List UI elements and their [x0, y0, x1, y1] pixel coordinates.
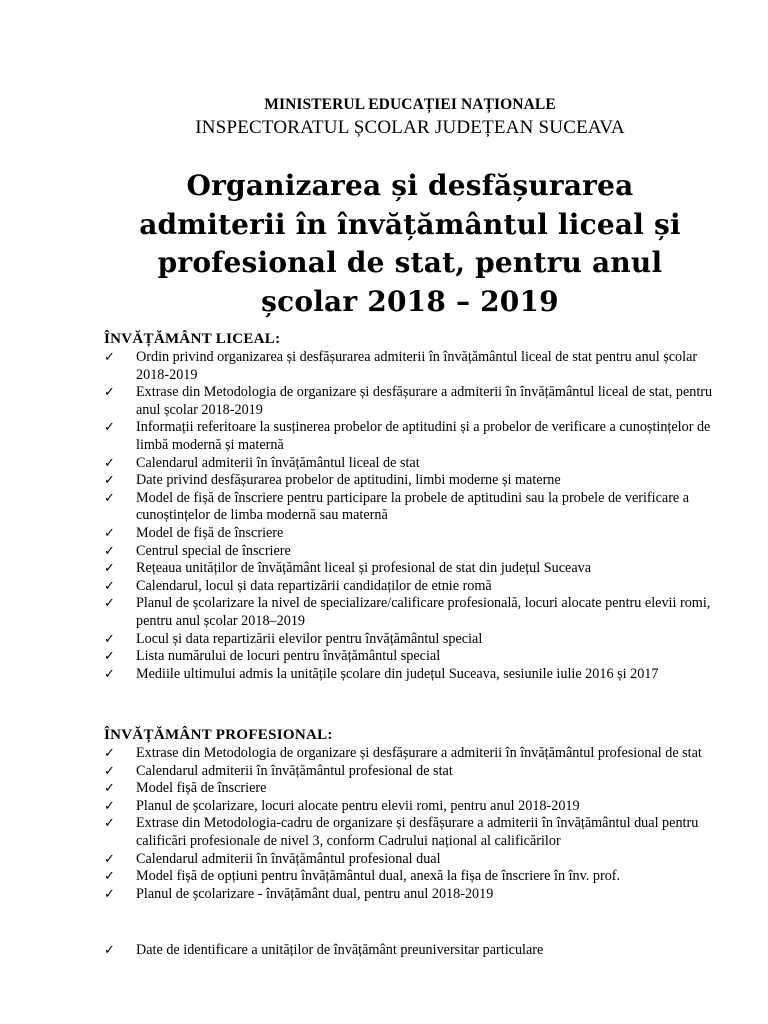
list-item[interactable]	[104, 384, 714, 419]
checkmark-icon: ✓	[104, 420, 115, 436]
list-item-text: Planul de școlarizare la nivel de specializare/calificare profesională, locuri alocate pentru elevii romi, pentru anul școlar 2018–2019	[136, 595, 711, 629]
checkmark-icon: ✓	[104, 543, 115, 559]
list-item-text: Extrase din Metodologia de organizare și desfășurare a admiterii în învățământul liceal de stat, pentru anul școlar 2018-2019	[136, 384, 713, 418]
checkmark-icon: ✓	[104, 666, 115, 682]
checkmark-icon: ✓	[104, 649, 115, 665]
list-item[interactable]	[104, 631, 714, 649]
list-item[interactable]	[104, 780, 714, 798]
list-profesional	[104, 745, 714, 903]
checkmark-icon: ✓	[104, 746, 115, 761]
checkmark-icon: ✓	[104, 596, 115, 612]
list-other	[104, 942, 714, 960]
checkmark-icon: ✓	[104, 943, 115, 958]
list-item[interactable]	[104, 666, 714, 684]
checkmark-icon: ✓	[104, 525, 115, 541]
list-item-text: Model fișă de opțiuni pentru învățământul dual, anexă la fișa de înscriere în înv. prof.	[136, 868, 621, 885]
checkmark-icon: ✓	[104, 490, 115, 506]
list-item[interactable]	[104, 886, 714, 904]
list-liceal	[104, 349, 714, 683]
list-item[interactable]	[104, 595, 714, 630]
list-item[interactable]	[104, 349, 714, 384]
checkmark-icon: ✓	[104, 781, 115, 797]
checkmark-icon: ✓	[104, 763, 115, 779]
list-item-text: Model de fișă de înscriere	[136, 524, 284, 541]
list-item-text: Planul de școlarizare, locuri alocate pentru elevii romi, pentru anul 2018-2019	[136, 797, 580, 814]
checkmark-icon: ✓	[104, 886, 115, 902]
list-item[interactable]	[104, 815, 714, 850]
list-item[interactable]	[104, 763, 714, 781]
checkmark-icon: ✓	[104, 385, 115, 401]
list-item-text: Centrul special de înscriere	[136, 542, 291, 559]
list-item[interactable]	[104, 578, 714, 596]
list-item-text: Date de identificare a unităților de învățământ preuniversitar particulare	[136, 942, 544, 958]
checkmark-icon: ✓	[104, 455, 115, 471]
list-item[interactable]	[104, 560, 714, 578]
checkmark-icon: ✓	[104, 561, 115, 577]
list-item[interactable]	[104, 490, 714, 525]
list-item[interactable]	[104, 455, 714, 473]
list-item-text: Calendarul admiterii în învățământul liceal de stat	[136, 454, 420, 471]
checkmark-icon: ✓	[104, 798, 115, 814]
checkmark-icon: ✓	[104, 816, 115, 832]
list-item-text: Rețeaua unităților de învățământ liceal și profesional de stat din județul Suceava	[136, 560, 592, 577]
list-item-text: Informații referitoare la susținerea probelor de aptitudini și a probelor de verificare a cunoștințelor de limbă modernă și maternă	[136, 419, 711, 453]
list-item-text: Lista numărului de locuri pentru învățământul special	[136, 648, 441, 665]
list-item-text: Date privind desfășurarea probelor de aptitudini, limbi moderne și materne	[136, 472, 561, 489]
list-item-text: Model de fișă de înscriere pentru participare la probele de aptitudini sau la probele de verificare a cunoștințelor de limba modernă sau maternă	[136, 489, 690, 524]
list-item-text: Extrase din Metodologia de organizare și desfășurare a admiterii în învățământul profesional de stat	[136, 745, 702, 761]
list-item-text: Ordin privind organizarea și desfășurarea admiterii în învățământul liceal de stat pentru anul școlar 2018-2019	[136, 349, 698, 383]
list-item-text: Planul de școlarizare - învățământ dual, pentru anul 2018-2019	[136, 885, 494, 902]
checkmark-icon: ✓	[104, 851, 115, 867]
list-item-text: Locul și data repartizării elevilor pentru învățământul special	[136, 630, 483, 647]
list-item[interactable]	[104, 942, 714, 960]
section-heading-profesional: ÎNVĂȚĂMÂNT PROFESIONAL:	[104, 727, 333, 743]
ministry-heading: MINISTERUL EDUCAȚIEI NAȚIONALE	[264, 96, 556, 113]
list-item[interactable]	[104, 525, 714, 543]
list-item-text: Model fișă de înscriere	[136, 780, 267, 797]
list-item[interactable]	[104, 419, 714, 454]
list-item[interactable]	[104, 868, 714, 886]
list-item-text: Calendarul admiterii în învățământul profesional dual	[136, 850, 441, 867]
list-item[interactable]	[104, 745, 714, 763]
list-item[interactable]	[104, 798, 714, 816]
checkmark-icon: ✓	[104, 473, 115, 489]
document-title: Organizarea și desfășurarea admiterii în învățământul liceal și profesional de stat, pentru anul școlar 2018 – 2019	[139, 169, 681, 318]
checkmark-icon: ✓	[104, 869, 115, 885]
list-item-text: Calendarul admiterii în învățământul profesional de stat	[136, 762, 453, 779]
list-item[interactable]	[104, 472, 714, 490]
list-item[interactable]	[104, 648, 714, 666]
checkmark-icon: ✓	[104, 578, 115, 594]
list-item-text: Extrase din Metodologia-cadru de organizare și desfășurare a admiterii în învățământul dual pentru calificări profesionale de nivel 3, conform Cadrului național al calificărilor	[136, 815, 699, 849]
inspectorate-heading: INSPECTORATUL ȘCOLAR JUDEȚEAN SUCEAVA	[195, 117, 625, 138]
section-heading-liceal: ÎNVĂȚĂMÂNT LICEAL:	[104, 331, 281, 347]
checkmark-icon: ✓	[104, 350, 115, 365]
list-item-text: Mediile ultimului admis la unitățile școlare din județul Suceava, sesiunile iulie 2016 și 2017	[136, 665, 659, 682]
list-item[interactable]	[104, 543, 714, 561]
list-item[interactable]	[104, 851, 714, 869]
checkmark-icon: ✓	[104, 631, 115, 647]
list-item-text: Calendarul, locul și data repartizării candidaților de etnie romă	[136, 577, 492, 594]
